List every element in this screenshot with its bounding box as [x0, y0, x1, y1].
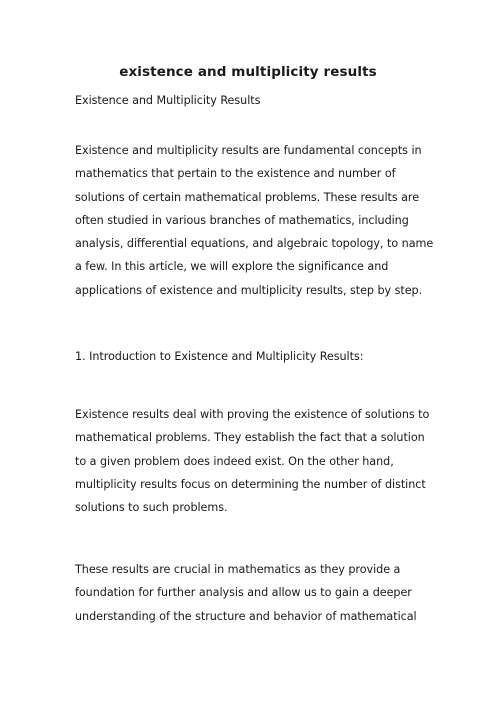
- section-heading: 1. Introduction to Existence and Multiplicity Results:: [75, 350, 364, 363]
- document-subtitle: Existence and Multiplicity Results: [75, 94, 261, 107]
- paragraph-existence: Existence results deal with proving the existence of solutions to mathematical problems. They establish the fact that a solution to a given problem does indeed exist. On the other hand, multiplicity results focus on determining the number of distinct solutions to such problems.: [75, 408, 430, 515]
- document-title: existence and multiplicity results: [119, 64, 377, 80]
- paragraph-importance: These results are crucial in mathematics as they provide a foundation for further analysis and allow us to gain a deeper understanding of the structure and behavior of mathematical: [75, 563, 417, 623]
- paragraph-intro: Existence and multiplicity results are fundamental concepts in mathematics that pertain to the existence and number of solutions of certain mathematical problems. These results are often studied in various branches of mathematics, including analysis, differential equations, and algebraic topology, to name a few. In this article, we will explore the significance and applications of existence and multiplicity results, step by step.: [75, 144, 434, 297]
